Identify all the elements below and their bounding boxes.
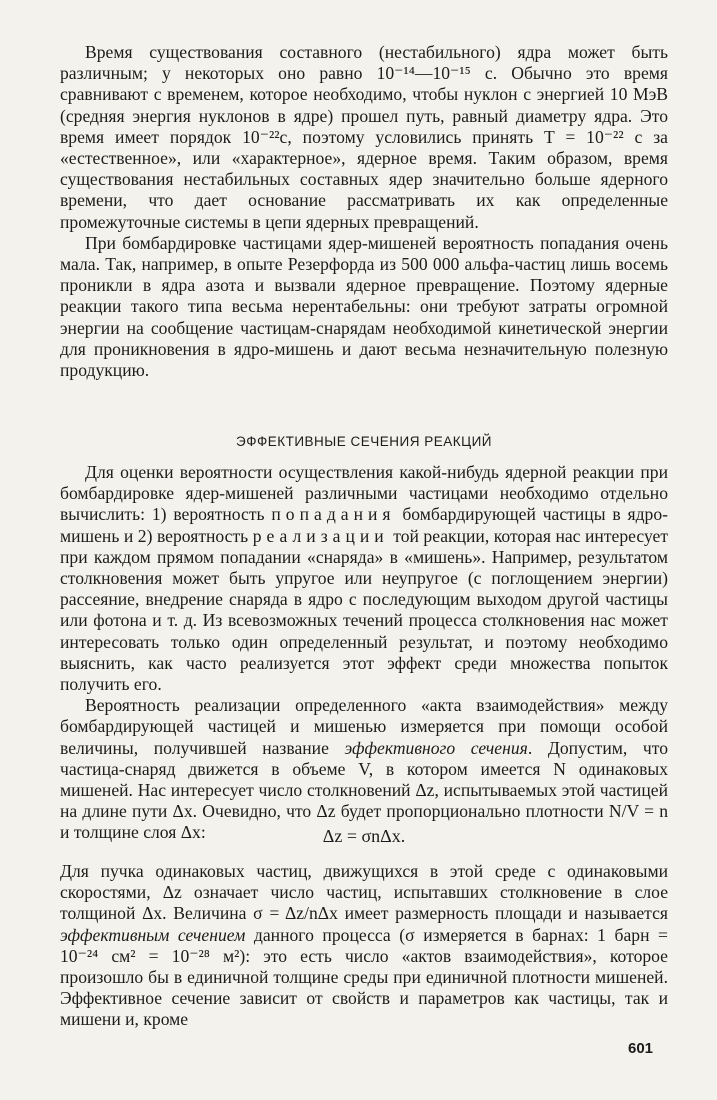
text-run: Вероятность реализации определенного «акта взаимодействия» между бомбардирующей частицей и мишенью измеряется при помощи особой величины, получившей название	[60, 695, 668, 758]
formula: Δz = σnΔx.	[322, 826, 406, 846]
page-number: 601	[628, 1040, 654, 1057]
paragraph-composite-nucleus-lifetime: Время существования составного (нестабильного) ядра может быть различным; у некоторых оно равно 10⁻¹⁴—10⁻¹⁵ с. Обычно это время сравнивают с временем, которое необходимо, чтобы нуклон с энергией 10 МэВ (средняя энергия нуклонов в ядре) прошел путь, равный диаметру ядра. Это время имеет порядок 10⁻²²с, поэтому условились принять T = 10⁻²² с за «естественное», или «характерное», ядерное время. Таким образом, время существования нестабильных составных ядер значительно больше ядерного времени, что дает основание рассматривать их как определенные промежуточные системы в цепи ядерных превращений.	[60, 42, 668, 232]
spaced-term-realization: реализации	[252, 525, 389, 546]
text-run: той реакции, которая нас интересует при каждом прямом попадании «снаряда» в «мишень». Например, результатом столкновения может быть упругое или неупругое (с поглощением энергии) рассеяние, внедрение снаряда в ядро с последующим выходом другой частицы или фотона и т. д. Из всевозможных течений процесса столкновения нас может интересовать только один определенный результат, и поэтому необходимо выяснить, как часто реализуется этот эффект среди множества попыток получить его.	[60, 525, 669, 695]
paragraph-beam-cross-section	[60, 861, 668, 1031]
italic-term-cross-section: эффективного сечения	[344, 737, 528, 758]
paragraph-cross-section-definition	[60, 695, 668, 843]
text-run: бомбардирующей частицы в ядро-мишень и 2) вероятность	[60, 504, 668, 546]
paragraph-reaction-probability	[60, 462, 668, 695]
bottom-text-block	[60, 861, 668, 1031]
paragraph-bombardment-probability: При бомбардировке частицами ядер-мишеней вероятность попадания очень мала. Так, например, в опыте Резерфорда из 500 000 альфа-частиц лишь восемь проникли в ядра азота и вызвали ядерное превращение. Поэтому ядерные реакции такого типа весьма нерентабельны: они требуют затраты огромной энергии на сообщение частицам-снарядам необходимой кинетической энергии для проникновения в ядро-мишень и дают весьма незначительную полезную продукцию.	[60, 232, 668, 381]
middle-text-block	[60, 462, 668, 844]
text-run: Для пучка одинаковых частиц, движущихся в этой среде с одинаковыми скоростями, Δz означает число частиц, испытавших столкновение в слое толщиной Δx. Величина σ = Δz/nΔx имеет размерность площади и называется	[60, 861, 668, 924]
section-heading: ЭФФЕКТИВНЫЕ СЕЧЕНИЯ РЕАКЦИЙ	[236, 434, 492, 449]
italic-term-effective-cross-section: эффективным сечением	[60, 924, 246, 945]
text-run: Для оценки вероятности осуществления какой-нибудь ядерной реакции при бомбардировке ядер-мишеней различными частицами необходимо отдельно вычислить: 1) вероятность	[60, 462, 668, 525]
spaced-term-hitting: попадания	[271, 504, 396, 525]
text-run: данного процесса (σ измеряется в барнах: 1 барн = 10⁻²⁴ см² = 10⁻²⁸ м²): это есть число «актов взаимодействия», которое произошло бы в единичной толщине среды при единичной плотности мишеней. Эффективное сечение зависит от свойств и параметров как частицы, так и мишени и, кроме	[60, 924, 668, 1030]
top-text-block	[60, 42, 668, 381]
text-run: . Допустим, что частица-снаряд движется в объеме V, в котором имеется N одинаковых мишеней. Нас интересует число столкновений Δz, испытываемых этой частицей на длине пути Δx. Очевидно, что Δz будет пропорционально плотности N/V = n и толщине слоя Δx:	[60, 737, 668, 843]
